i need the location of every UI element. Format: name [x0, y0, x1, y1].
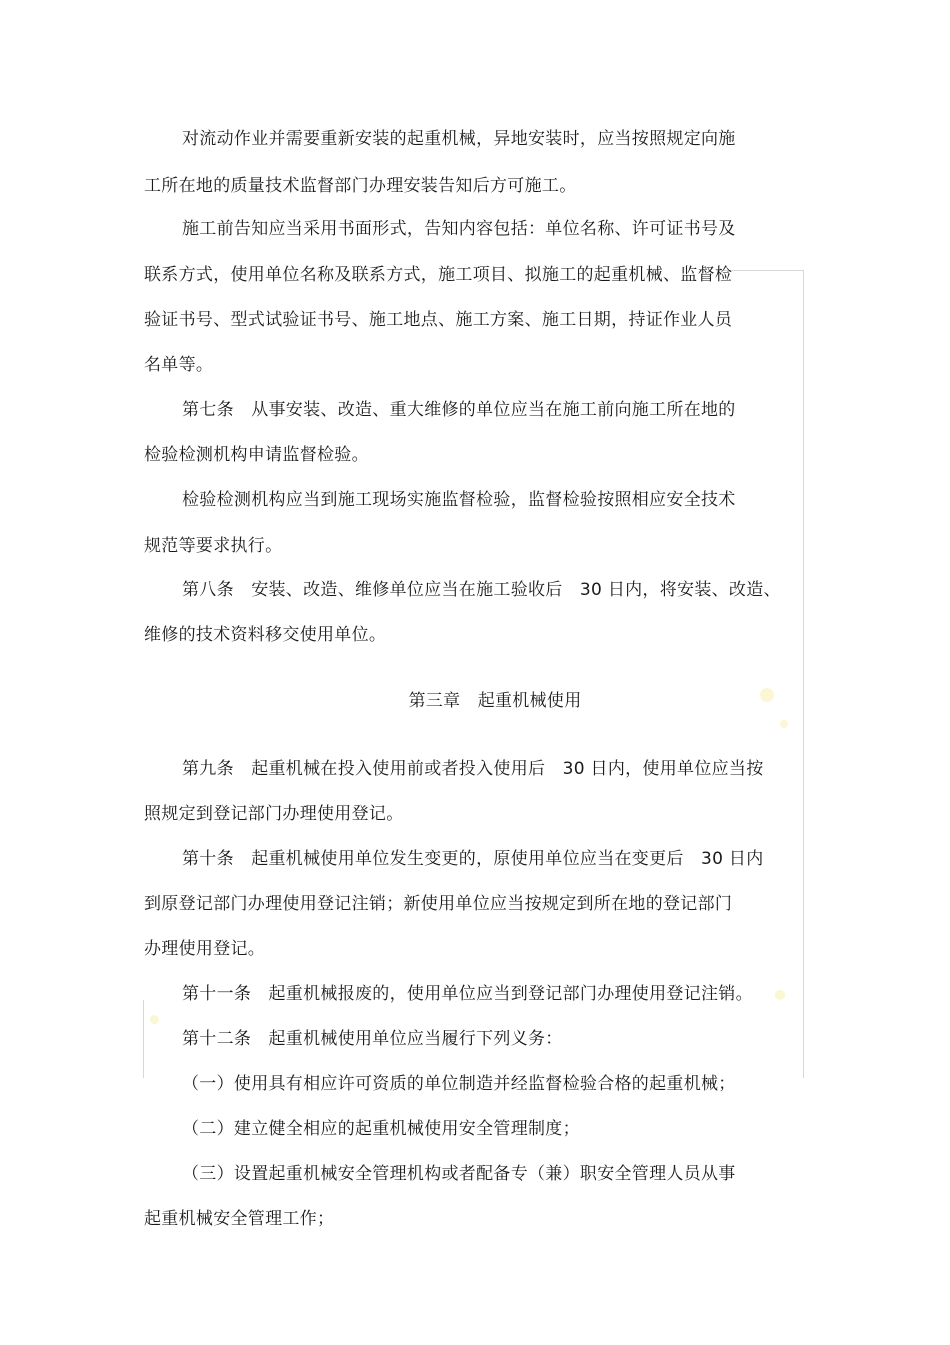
article-7-line: 第七条 从事安装、改造、重大维修的单位应当在施工前向施工所在地的 [182, 400, 736, 420]
paragraph-line: 名单等。 [144, 355, 214, 375]
paragraph-line: 联系方式，使用单位名称及联系方式，施工项目、拟施工的起重机械、监督检 [144, 265, 733, 285]
frame-right-border [803, 270, 804, 1078]
paragraph-line: 照规定到登记部门办理使用登记。 [144, 804, 404, 824]
paragraph-line: 对流动作业并需要重新安装的起重机械，异地安装时，应当按照规定向施 [182, 129, 736, 149]
frame-left-border [143, 1000, 144, 1078]
paragraph-line: 起重机械安全管理工作； [144, 1209, 335, 1229]
list-item: （一）使用具有相应许可资质的单位制造并经监督检验合格的起重机械； [182, 1074, 736, 1094]
paragraph-line: 验证书号、型式试验证书号、施工地点、施工方案、施工日期，持证作业人员 [144, 310, 733, 330]
list-item: （三）设置起重机械安全管理机构或者配备专（兼）职安全管理人员从事 [182, 1164, 736, 1184]
paragraph-line: 维修的技术资料移交使用单位。 [144, 625, 387, 645]
list-item: （二）建立健全相应的起重机械使用安全管理制度； [182, 1119, 580, 1139]
paragraph-line: 办理使用登记。 [144, 939, 266, 959]
article-8-line: 第八条 安装、改造、维修单位应当在施工验收后 30 日内，将安装、改造、 [182, 580, 781, 600]
paragraph-line: 到原登记部门办理使用登记注销；新使用单位应当按规定到所在地的登记部门 [144, 894, 733, 914]
article-11-line: 第十一条 起重机械报废的，使用单位应当到登记部门办理使用登记注销。 [182, 984, 753, 1004]
paragraph-line: 检验检测机构应当到施工现场实施监督检验，监督检验按照相应安全技术 [182, 490, 736, 510]
article-10-line: 第十条 起重机械使用单位发生变更的，原使用单位应当在变更后 30 日内 [182, 849, 764, 869]
paragraph-line: 施工前告知应当采用书面形式，告知内容包括：单位名称、许可证书号及 [182, 219, 736, 239]
article-9-line: 第九条 起重机械在投入使用前或者投入使用后 30 日内，使用单位应当按 [182, 759, 764, 779]
watermark-speck [775, 990, 785, 1000]
paragraph-line: 规范等要求执行。 [144, 536, 283, 556]
watermark-speck [780, 720, 788, 728]
watermark-speck [150, 1015, 159, 1024]
paragraph-line: 工所在地的质量技术监督部门办理安装告知后方可施工。 [144, 176, 577, 196]
paragraph-line: 检验检测机构申请监督检验。 [144, 445, 369, 465]
chapter-heading: 第三章 起重机械使用 [408, 691, 582, 711]
article-12-line: 第十二条 起重机械使用单位应当履行下列义务： [182, 1029, 563, 1049]
